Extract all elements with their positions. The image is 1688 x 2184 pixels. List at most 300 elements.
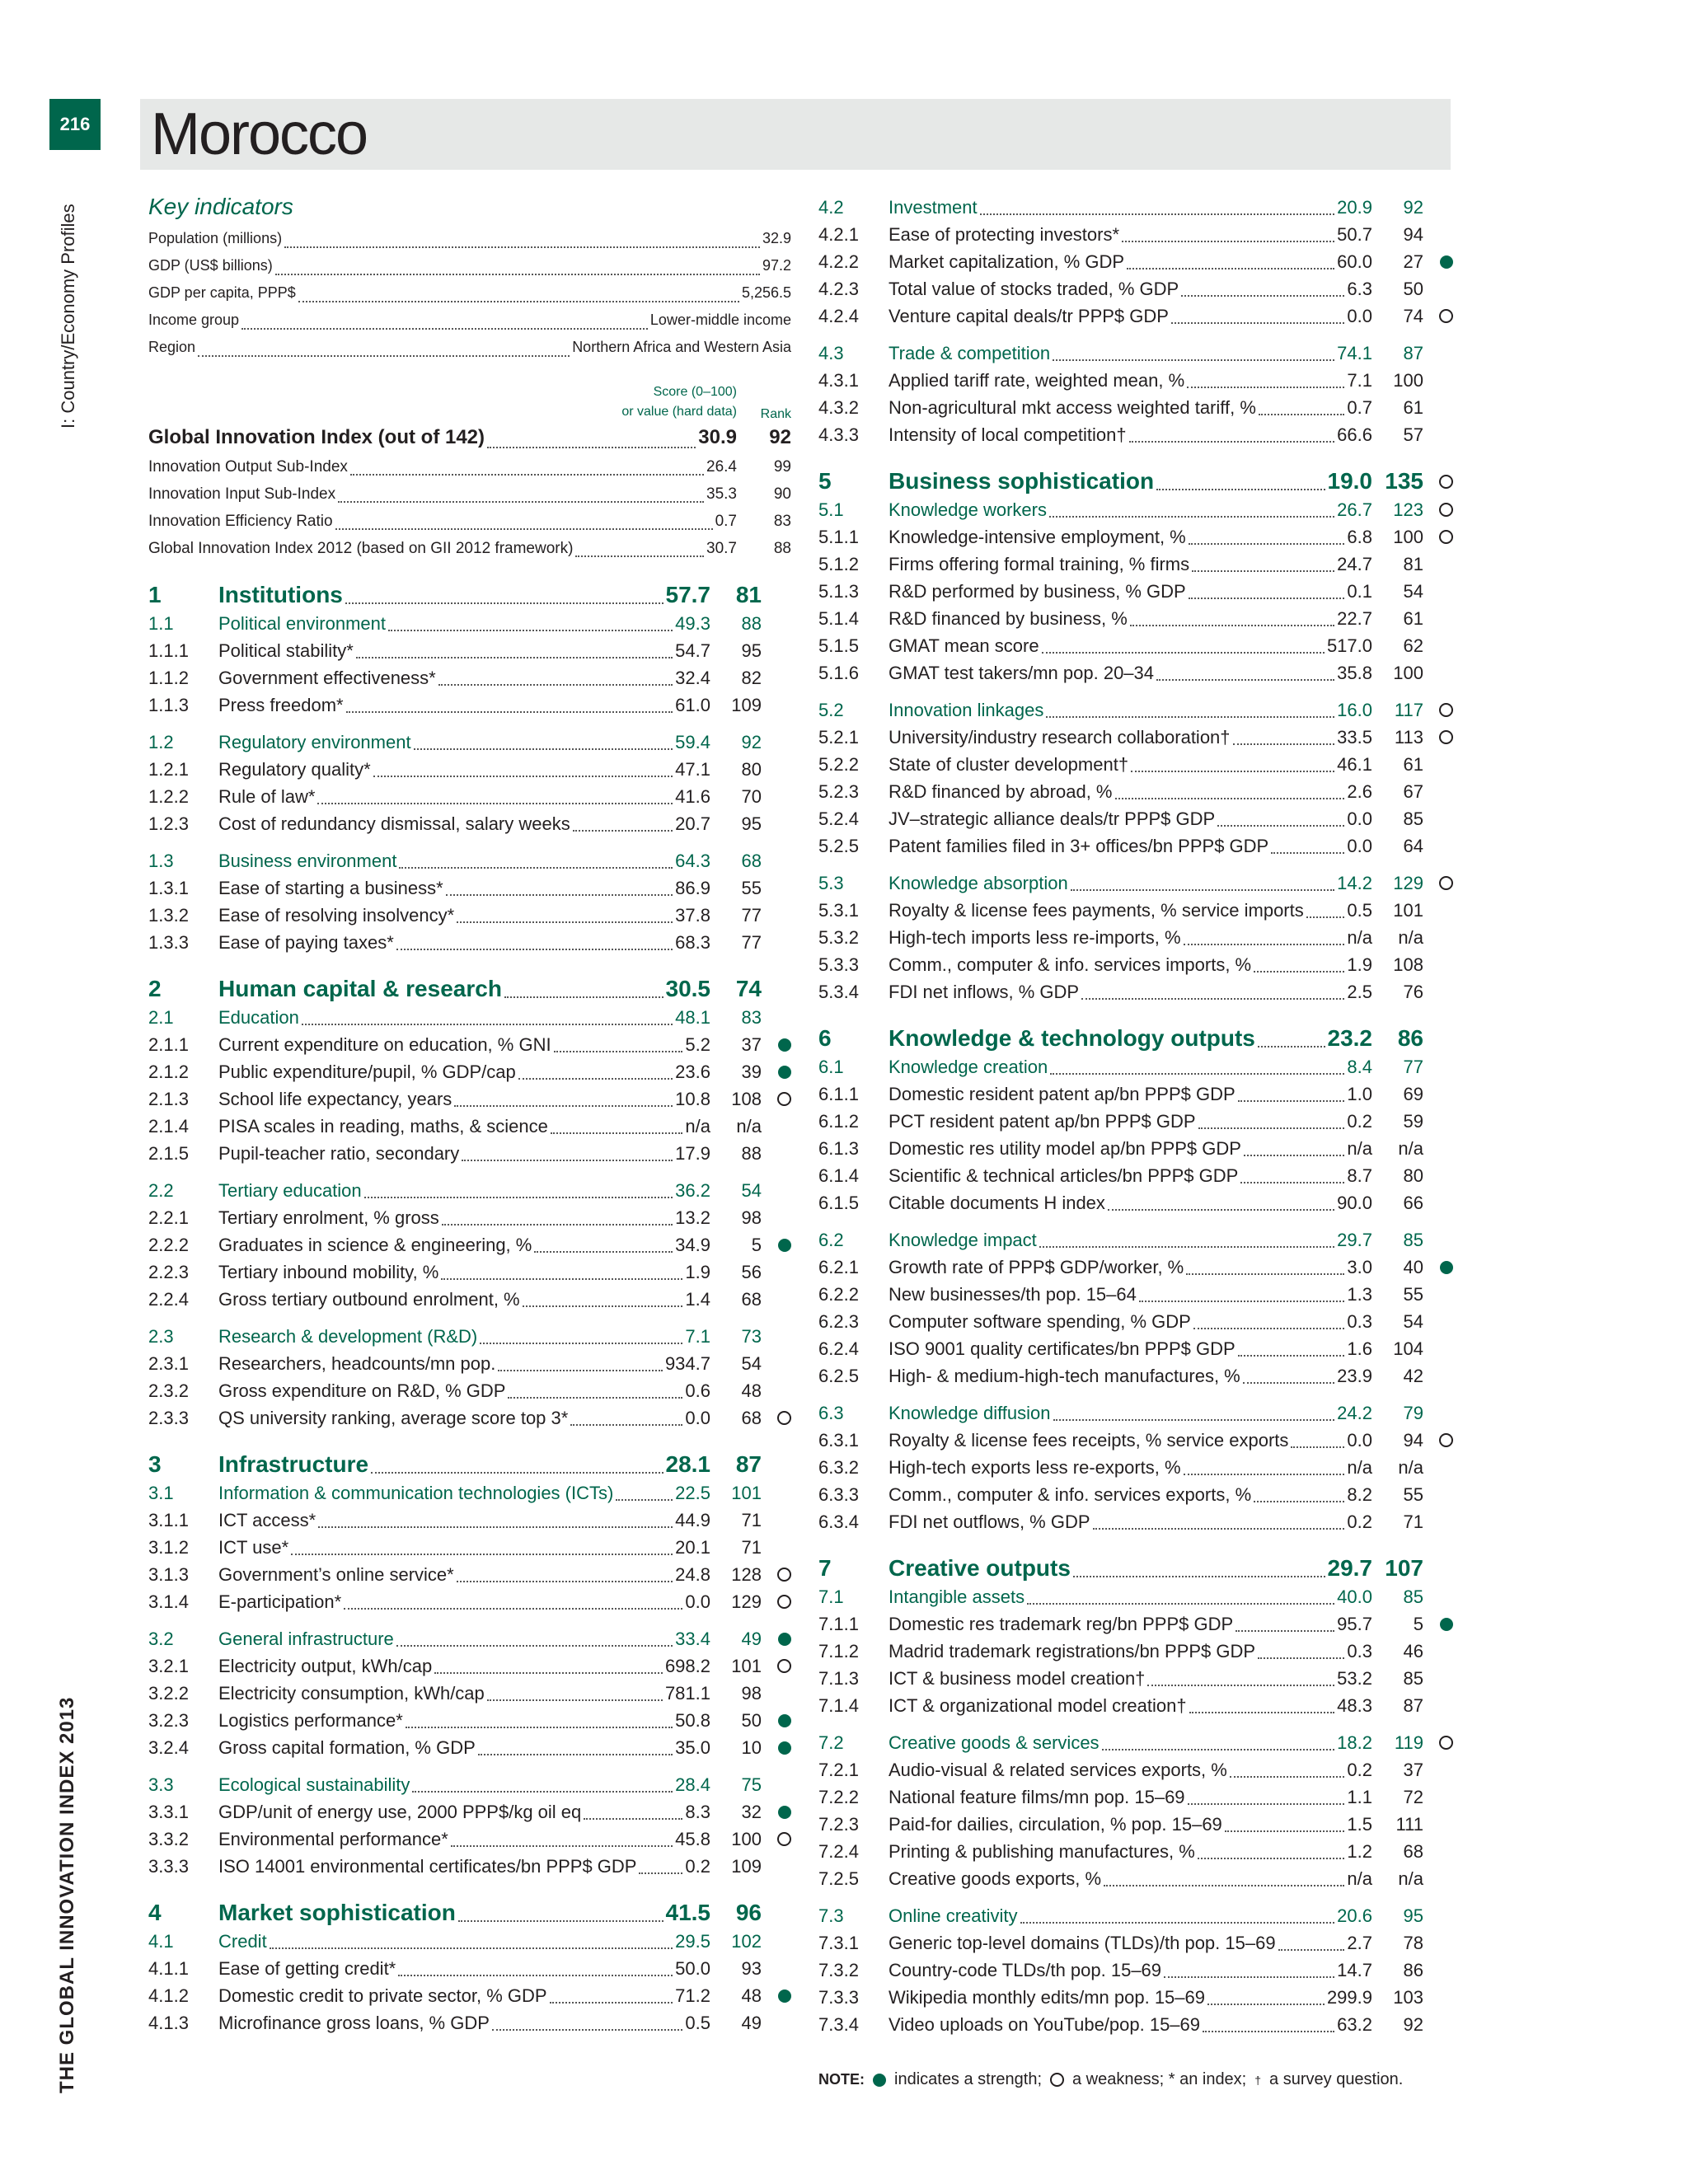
row-number: 5.3.2 <box>818 926 859 948</box>
leader-dots <box>1129 441 1335 443</box>
row-label: Current expenditure on education, % GNI <box>218 1033 551 1055</box>
row-value: 6.3 <box>1347 278 1372 299</box>
row-number: 7.2.2 <box>818 1786 859 1807</box>
indicator-row <box>148 1652 791 1680</box>
leader-dots <box>399 867 673 869</box>
leader-dots <box>480 1343 682 1344</box>
subpillar-row <box>818 1399 1453 1427</box>
indicator-value: 5,256.5 <box>741 284 791 301</box>
weakness-icon <box>1439 475 1453 489</box>
row-number: 4.3 <box>818 342 844 363</box>
row-rank: 50 <box>1403 278 1423 299</box>
row-rank: 100 <box>1393 526 1423 547</box>
row-number: 5.1.6 <box>818 662 859 683</box>
row-value: 0.1 <box>1347 580 1372 602</box>
row-rank: 111 <box>1395 1813 1423 1835</box>
row-label: R&D performed by business, % GDP <box>889 580 1186 602</box>
row-number: 4.2.3 <box>818 278 859 299</box>
row-label: Audio-visual & related services exports, % <box>889 1759 1227 1780</box>
indicator-row <box>148 1140 791 1167</box>
row-number: 6.3 <box>818 1402 844 1423</box>
row-rank: 85 <box>1403 808 1423 829</box>
row-value: 2.6 <box>1347 780 1372 802</box>
indicator-row <box>148 1955 791 1982</box>
row-value: 24.8 <box>675 1563 710 1585</box>
row-label: Country-code TLDs/th pop. 15–69 <box>889 1959 1162 1980</box>
row-rank: 109 <box>731 1855 762 1877</box>
leader-dots <box>298 301 739 302</box>
row-value: 299.9 <box>1326 1986 1372 2008</box>
row-label: ICT & organizational model creation† <box>889 1694 1187 1716</box>
row-label: New businesses/th pop. 15–64 <box>889 1283 1137 1305</box>
row-label: Madrid trademark registrations/bn PPP$ GDP <box>889 1640 1256 1661</box>
leader-dots <box>458 1920 663 1922</box>
row-value: 34.9 <box>675 1234 710 1255</box>
leader-dots <box>518 1078 673 1080</box>
row-value: 95.7 <box>1337 1613 1372 1634</box>
row-label: Business sophistication <box>889 468 1155 494</box>
row-label: E-participation* <box>218 1591 342 1612</box>
row-value: 50.7 <box>1337 223 1372 245</box>
leader-dots <box>1189 543 1345 545</box>
subpillar-row <box>148 847 791 874</box>
row-number: 3 <box>148 1451 162 1477</box>
subpillar-row <box>148 610 791 637</box>
indicator-row <box>148 810 791 837</box>
row-number: 4.2.4 <box>818 305 859 326</box>
row-label: Cost of redundancy dismissal, salary weeks <box>218 813 570 834</box>
indicator-row <box>818 1281 1453 1308</box>
row-rank: 42 <box>1403 1365 1423 1386</box>
row-rank: 49 <box>741 1628 762 1649</box>
mark-cell <box>762 1038 791 1052</box>
leader-dots <box>1187 387 1344 388</box>
row-label: Human capital & research <box>218 976 502 1001</box>
indicator-row <box>818 924 1453 951</box>
leader-dots <box>551 1132 683 1134</box>
leader-dots <box>1050 1073 1344 1075</box>
row-rank: 101 <box>731 1482 762 1503</box>
leader-dots <box>317 803 673 804</box>
row-value: 41.6 <box>675 785 710 807</box>
row-label: Venture capital deals/tr PPP$ GDP <box>889 305 1169 326</box>
row-number: 5 <box>818 468 832 494</box>
row-label: Generic top-level domains (TLDs)/th pop. 15–69 <box>889 1932 1276 1953</box>
leader-dots <box>1042 652 1325 654</box>
row-rank: 102 <box>731 1930 762 1952</box>
strength-icon <box>778 1239 791 1252</box>
row-label: Tertiary education <box>218 1179 362 1201</box>
row-rank: 37 <box>1403 1759 1423 1780</box>
row-rank: 32 <box>741 1801 762 1822</box>
indicator-row <box>818 1427 1453 1454</box>
row-label: Trade & competition <box>889 342 1051 363</box>
leader-dots <box>1186 1273 1344 1275</box>
indicator-row <box>818 1108 1453 1135</box>
mark-cell <box>1423 1261 1453 1274</box>
indicator-label: GDP per capita, PPP$ <box>148 284 296 301</box>
row-value: 2.7 <box>1347 1932 1372 1953</box>
indicator-row <box>148 1825 791 1853</box>
row-value: 0.5 <box>1347 899 1372 921</box>
mark-cell <box>1423 1618 1453 1631</box>
row-number: 5.3.1 <box>818 899 859 921</box>
row-rank: 83 <box>741 1006 762 1028</box>
indicator-row <box>148 1680 791 1707</box>
row-rank: 109 <box>731 694 762 715</box>
row-rank: 85 <box>1403 1229 1423 1250</box>
row-value: 934.7 <box>664 1352 710 1374</box>
row-value: 28.4 <box>675 1774 710 1795</box>
indicator-row <box>818 659 1453 687</box>
row-rank: 135 <box>1385 468 1423 494</box>
subindex-label: Innovation Input Sub-Index <box>148 485 336 503</box>
row-rank: 82 <box>741 667 762 688</box>
row-label: Graduates in science & engineering, % <box>218 1234 532 1255</box>
leader-dots <box>1108 1209 1334 1211</box>
row-number: 5.1.2 <box>818 553 859 574</box>
leader-dots <box>1238 1100 1345 1102</box>
indicator-row <box>818 951 1453 978</box>
row-label: Market sophistication <box>218 1900 456 1925</box>
row-label: Knowledge-intensive employment, % <box>889 526 1186 547</box>
gii-subindex-row <box>148 480 791 508</box>
key-indicators-heading: Key indicators <box>148 194 293 219</box>
row-label: Environmental performance* <box>218 1828 448 1849</box>
leader-dots <box>1238 1355 1345 1357</box>
row-value: 49.3 <box>675 612 710 634</box>
leader-dots <box>291 1554 673 1555</box>
row-rank: 77 <box>741 931 762 953</box>
leader-dots <box>1258 1046 1325 1047</box>
row-value: 14.2 <box>1337 872 1372 893</box>
row-value: 0.5 <box>685 2012 710 2033</box>
row-label: Intangible assets <box>889 1586 1025 1607</box>
row-value: 30.5 <box>665 976 710 1001</box>
row-value: 24.2 <box>1337 1402 1372 1423</box>
row-value: 29.5 <box>675 1930 710 1952</box>
row-number: 1.2 <box>148 731 174 752</box>
indicator-row <box>818 1135 1453 1162</box>
row-number: 1.3 <box>148 850 174 871</box>
leader-dots <box>1217 825 1344 827</box>
row-rank: 87 <box>1403 342 1423 363</box>
indicator-row <box>148 1734 791 1761</box>
leader-dots <box>1189 1712 1335 1713</box>
row-value: 0.0 <box>1347 835 1372 856</box>
indicator-row <box>148 1286 791 1313</box>
row-rank: 108 <box>731 1088 762 1109</box>
leader-dots <box>451 1845 673 1847</box>
row-value: 8.4 <box>1347 1056 1372 1077</box>
row-rank: n/a <box>1398 1456 1423 1478</box>
leader-dots <box>345 602 663 604</box>
indicator-row <box>818 1335 1453 1362</box>
row-rank: 95 <box>741 640 762 661</box>
row-rank: 62 <box>1403 635 1423 656</box>
row-number: 6.2.3 <box>818 1310 859 1332</box>
row-number: 4 <box>148 1900 162 1925</box>
row-number: 7.1.4 <box>818 1694 859 1716</box>
indicator-label: Population (millions) <box>148 230 283 246</box>
row-number: 6.1 <box>818 1056 844 1077</box>
subindex-label: Innovation Output Sub-Index <box>148 457 348 476</box>
row-rank: 81 <box>735 582 762 607</box>
indicator-row <box>818 1957 1453 1984</box>
row-number: 6.1.1 <box>818 1083 859 1104</box>
row-rank: 77 <box>741 904 762 926</box>
indicator-row <box>818 1610 1453 1638</box>
row-value: 68.3 <box>675 931 710 953</box>
row-value: 50.0 <box>675 1957 710 1979</box>
row-rank: 5 <box>751 1234 762 1255</box>
row-rank: 37 <box>741 1033 762 1055</box>
row-label: Innovation linkages <box>889 699 1044 720</box>
row-value: 35.8 <box>1337 662 1372 683</box>
row-number: 3.3 <box>148 1774 174 1795</box>
leader-dots <box>270 1947 673 1949</box>
mark-cell <box>1423 309 1453 323</box>
row-number: 3.1.1 <box>148 1509 189 1530</box>
row-number: 1.3.2 <box>148 904 189 926</box>
row-label: High-tech exports less re-exports, % <box>889 1456 1181 1478</box>
row-rank: 107 <box>1385 1555 1423 1581</box>
weakness-icon <box>777 1595 791 1609</box>
subindex-rank: 99 <box>773 457 791 476</box>
leader-dots <box>1053 1419 1335 1421</box>
row-label: Government’s online service* <box>218 1563 454 1585</box>
row-number: 2.1 <box>148 1006 174 1028</box>
row-rank: 119 <box>1394 1732 1423 1753</box>
indicator-row <box>148 1588 791 1615</box>
row-number: 3.3.1 <box>148 1801 189 1822</box>
leader-dots <box>275 274 760 275</box>
indicator-row <box>818 275 1453 302</box>
pillar-row <box>148 580 791 610</box>
key-indicator-row <box>148 334 791 361</box>
row-label: Business environment <box>218 850 397 871</box>
row-rank: 80 <box>741 758 762 780</box>
row-value: 20.7 <box>675 813 710 834</box>
mark-cell <box>762 1714 791 1727</box>
leader-dots <box>441 1278 682 1280</box>
leader-dots <box>1093 1528 1345 1530</box>
leader-dots <box>356 657 673 658</box>
row-label: Regulatory environment <box>218 731 411 752</box>
row-rank: 88 <box>741 1142 762 1164</box>
row-rank: 86 <box>1403 1959 1423 1980</box>
row-value: 1.4 <box>685 1288 710 1310</box>
row-value: n/a <box>1347 1456 1372 1478</box>
row-number: 3.2.4 <box>148 1736 189 1758</box>
row-rank: n/a <box>1398 1137 1423 1159</box>
mark-cell <box>762 1990 791 2003</box>
row-number: 5.2.4 <box>818 808 859 829</box>
row-rank: 10 <box>741 1736 762 1758</box>
subpillar-row <box>148 1323 791 1350</box>
row-rank: 86 <box>1397 1025 1423 1051</box>
indicator-row <box>148 1561 791 1588</box>
row-number: 7.2.1 <box>818 1759 859 1780</box>
row-number: 3.3.2 <box>148 1828 189 1849</box>
row-label: State of cluster development† <box>889 753 1129 775</box>
leader-dots <box>414 748 673 750</box>
row-label: Ease of starting a business* <box>218 877 443 898</box>
row-label: Political stability* <box>218 640 354 661</box>
row-number: 7.3.2 <box>818 1959 859 1980</box>
row-label: Knowledge impact <box>889 1229 1037 1250</box>
row-number: 7.3 <box>818 1905 844 1926</box>
row-rank: 55 <box>1403 1483 1423 1505</box>
subindex-rank: 90 <box>773 485 791 503</box>
subpillar-row <box>148 729 791 756</box>
row-label: Knowledge absorption <box>889 872 1068 893</box>
row-rank: 54 <box>741 1179 762 1201</box>
row-value: n/a <box>1347 926 1372 948</box>
leader-dots <box>1230 1776 1345 1778</box>
row-rank: 101 <box>1393 899 1423 921</box>
leader-dots <box>350 474 704 476</box>
row-rank: 27 <box>1403 251 1423 272</box>
row-number: 3.2.2 <box>148 1682 189 1704</box>
leader-dots <box>462 1160 673 1161</box>
row-value: 1.2 <box>1347 1840 1372 1862</box>
row-label: FDI net inflows, % GDP <box>889 981 1080 1002</box>
mark-cell <box>762 1659 791 1673</box>
indicator-row <box>818 605 1453 632</box>
row-rank: 68 <box>1403 1840 1423 1862</box>
leader-dots <box>1291 1446 1344 1448</box>
row-value: 74.1 <box>1337 342 1372 363</box>
row-number: 5.1.3 <box>818 580 859 602</box>
leader-dots <box>1233 743 1335 745</box>
row-label: General infrastructure <box>218 1628 394 1649</box>
indicator-row <box>148 1377 791 1404</box>
row-rank: 100 <box>731 1828 762 1849</box>
indicator-row <box>818 367 1453 394</box>
row-number: 6.2.1 <box>818 1256 859 1277</box>
row-value: 0.2 <box>1347 1759 1372 1780</box>
indicator-row <box>818 1162 1453 1189</box>
row-value: 23.9 <box>1337 1365 1372 1386</box>
row-number: 2.1.1 <box>148 1033 189 1055</box>
row-number: 7.1.1 <box>818 1613 859 1634</box>
row-rank: 59 <box>1403 1110 1423 1132</box>
indicator-value: Northern Africa and Western Asia <box>572 339 791 355</box>
row-value: 1.0 <box>1347 1083 1372 1104</box>
mark-cell <box>1423 876 1453 890</box>
leader-dots <box>438 684 673 686</box>
row-value: n/a <box>1347 1868 1372 1889</box>
indicator-row <box>148 1031 791 1058</box>
indicator-row <box>818 1929 1453 1957</box>
row-rank: 57 <box>1403 424 1423 445</box>
row-number: 7.3.1 <box>818 1932 859 1953</box>
row-value: 10.8 <box>675 1088 710 1109</box>
leader-dots <box>1278 1949 1345 1951</box>
row-label: Regulatory quality* <box>218 758 371 780</box>
weakness-icon <box>1439 530 1453 544</box>
row-label: Pupil-teacher ratio, secondary <box>218 1142 460 1164</box>
row-value: 8.7 <box>1347 1165 1372 1186</box>
leader-dots <box>1027 1603 1334 1605</box>
row-rank: 94 <box>1403 223 1423 245</box>
leader-dots <box>1071 889 1334 891</box>
row-value: 19.0 <box>1327 468 1372 494</box>
row-rank: 67 <box>1403 780 1423 802</box>
indicator-row <box>818 1756 1453 1783</box>
row-value: 37.8 <box>675 904 710 926</box>
row-value: 24.7 <box>1337 553 1372 574</box>
row-label: High-tech imports less re-imports, % <box>889 926 1181 948</box>
row-value: 63.2 <box>1337 2013 1372 2035</box>
leader-dots <box>1073 1576 1325 1577</box>
row-rank: 104 <box>1393 1338 1423 1359</box>
row-value: 33.5 <box>1337 726 1372 748</box>
subindex-label: Global Innovation Index 2012 (based on GII 2012 framework) <box>148 539 574 557</box>
leader-dots <box>504 996 663 998</box>
row-rank: 73 <box>741 1325 762 1347</box>
subpillar-row <box>148 1928 791 1955</box>
row-rank: 74 <box>735 976 762 1001</box>
row-rank: 80 <box>1403 1165 1423 1186</box>
row-label: Ease of protecting investors* <box>889 223 1120 245</box>
weakness-icon <box>1439 309 1453 323</box>
row-label: GDP/unit of energy use, 2000 PPP$/kg oil eq <box>218 1801 582 1822</box>
score-header: Score (0–100) or value (hard data) Rank <box>621 385 791 421</box>
subindex-value: 30.7 <box>706 539 737 557</box>
mark-cell <box>1423 255 1453 269</box>
indicator-row <box>818 1665 1453 1692</box>
row-label: Information & communication technologies (ICTs) <box>218 1482 614 1503</box>
row-rank: 71 <box>1403 1511 1423 1532</box>
row-number: 5.2 <box>818 699 844 720</box>
indicator-row <box>148 1204 791 1231</box>
row-label: FDI net outflows, % GDP <box>889 1511 1090 1532</box>
leader-dots <box>1184 944 1345 945</box>
row-number: 7.2.4 <box>818 1840 859 1862</box>
row-number: 3.2.1 <box>148 1655 189 1676</box>
key-indicator-row <box>148 279 791 307</box>
indicator-label: Region <box>148 339 196 355</box>
row-label: Gross expenditure on R&D, % GDP <box>218 1380 506 1401</box>
subindex-rank: 83 <box>773 512 791 530</box>
row-rank: 92 <box>741 731 762 752</box>
row-value: n/a <box>685 1115 710 1137</box>
indicator-row <box>818 1189 1453 1216</box>
row-value: 0.0 <box>685 1407 710 1428</box>
row-rank: 87 <box>1403 1694 1423 1716</box>
indicator-row <box>148 1853 791 1880</box>
row-value: 20.9 <box>1337 196 1372 218</box>
indicator-row <box>818 1692 1453 1719</box>
leader-dots <box>412 1791 673 1793</box>
row-label: ICT & business model creation† <box>889 1667 1146 1689</box>
row-rank: 98 <box>741 1682 762 1704</box>
row-number: 7.1.2 <box>818 1640 859 1661</box>
leader-dots <box>344 1608 682 1610</box>
leader-dots <box>1127 268 1334 269</box>
row-label: Government effectiveness* <box>218 667 436 688</box>
row-rank: 85 <box>1403 1586 1423 1607</box>
row-label: Investment <box>889 196 978 218</box>
strength-icon <box>778 1714 791 1727</box>
row-label: Knowledge diffusion <box>889 1402 1051 1423</box>
row-number: 4.3.3 <box>818 424 859 445</box>
row-value: 57.7 <box>665 582 710 607</box>
row-label: Creative outputs <box>889 1555 1071 1581</box>
strength-icon <box>1440 1261 1453 1274</box>
